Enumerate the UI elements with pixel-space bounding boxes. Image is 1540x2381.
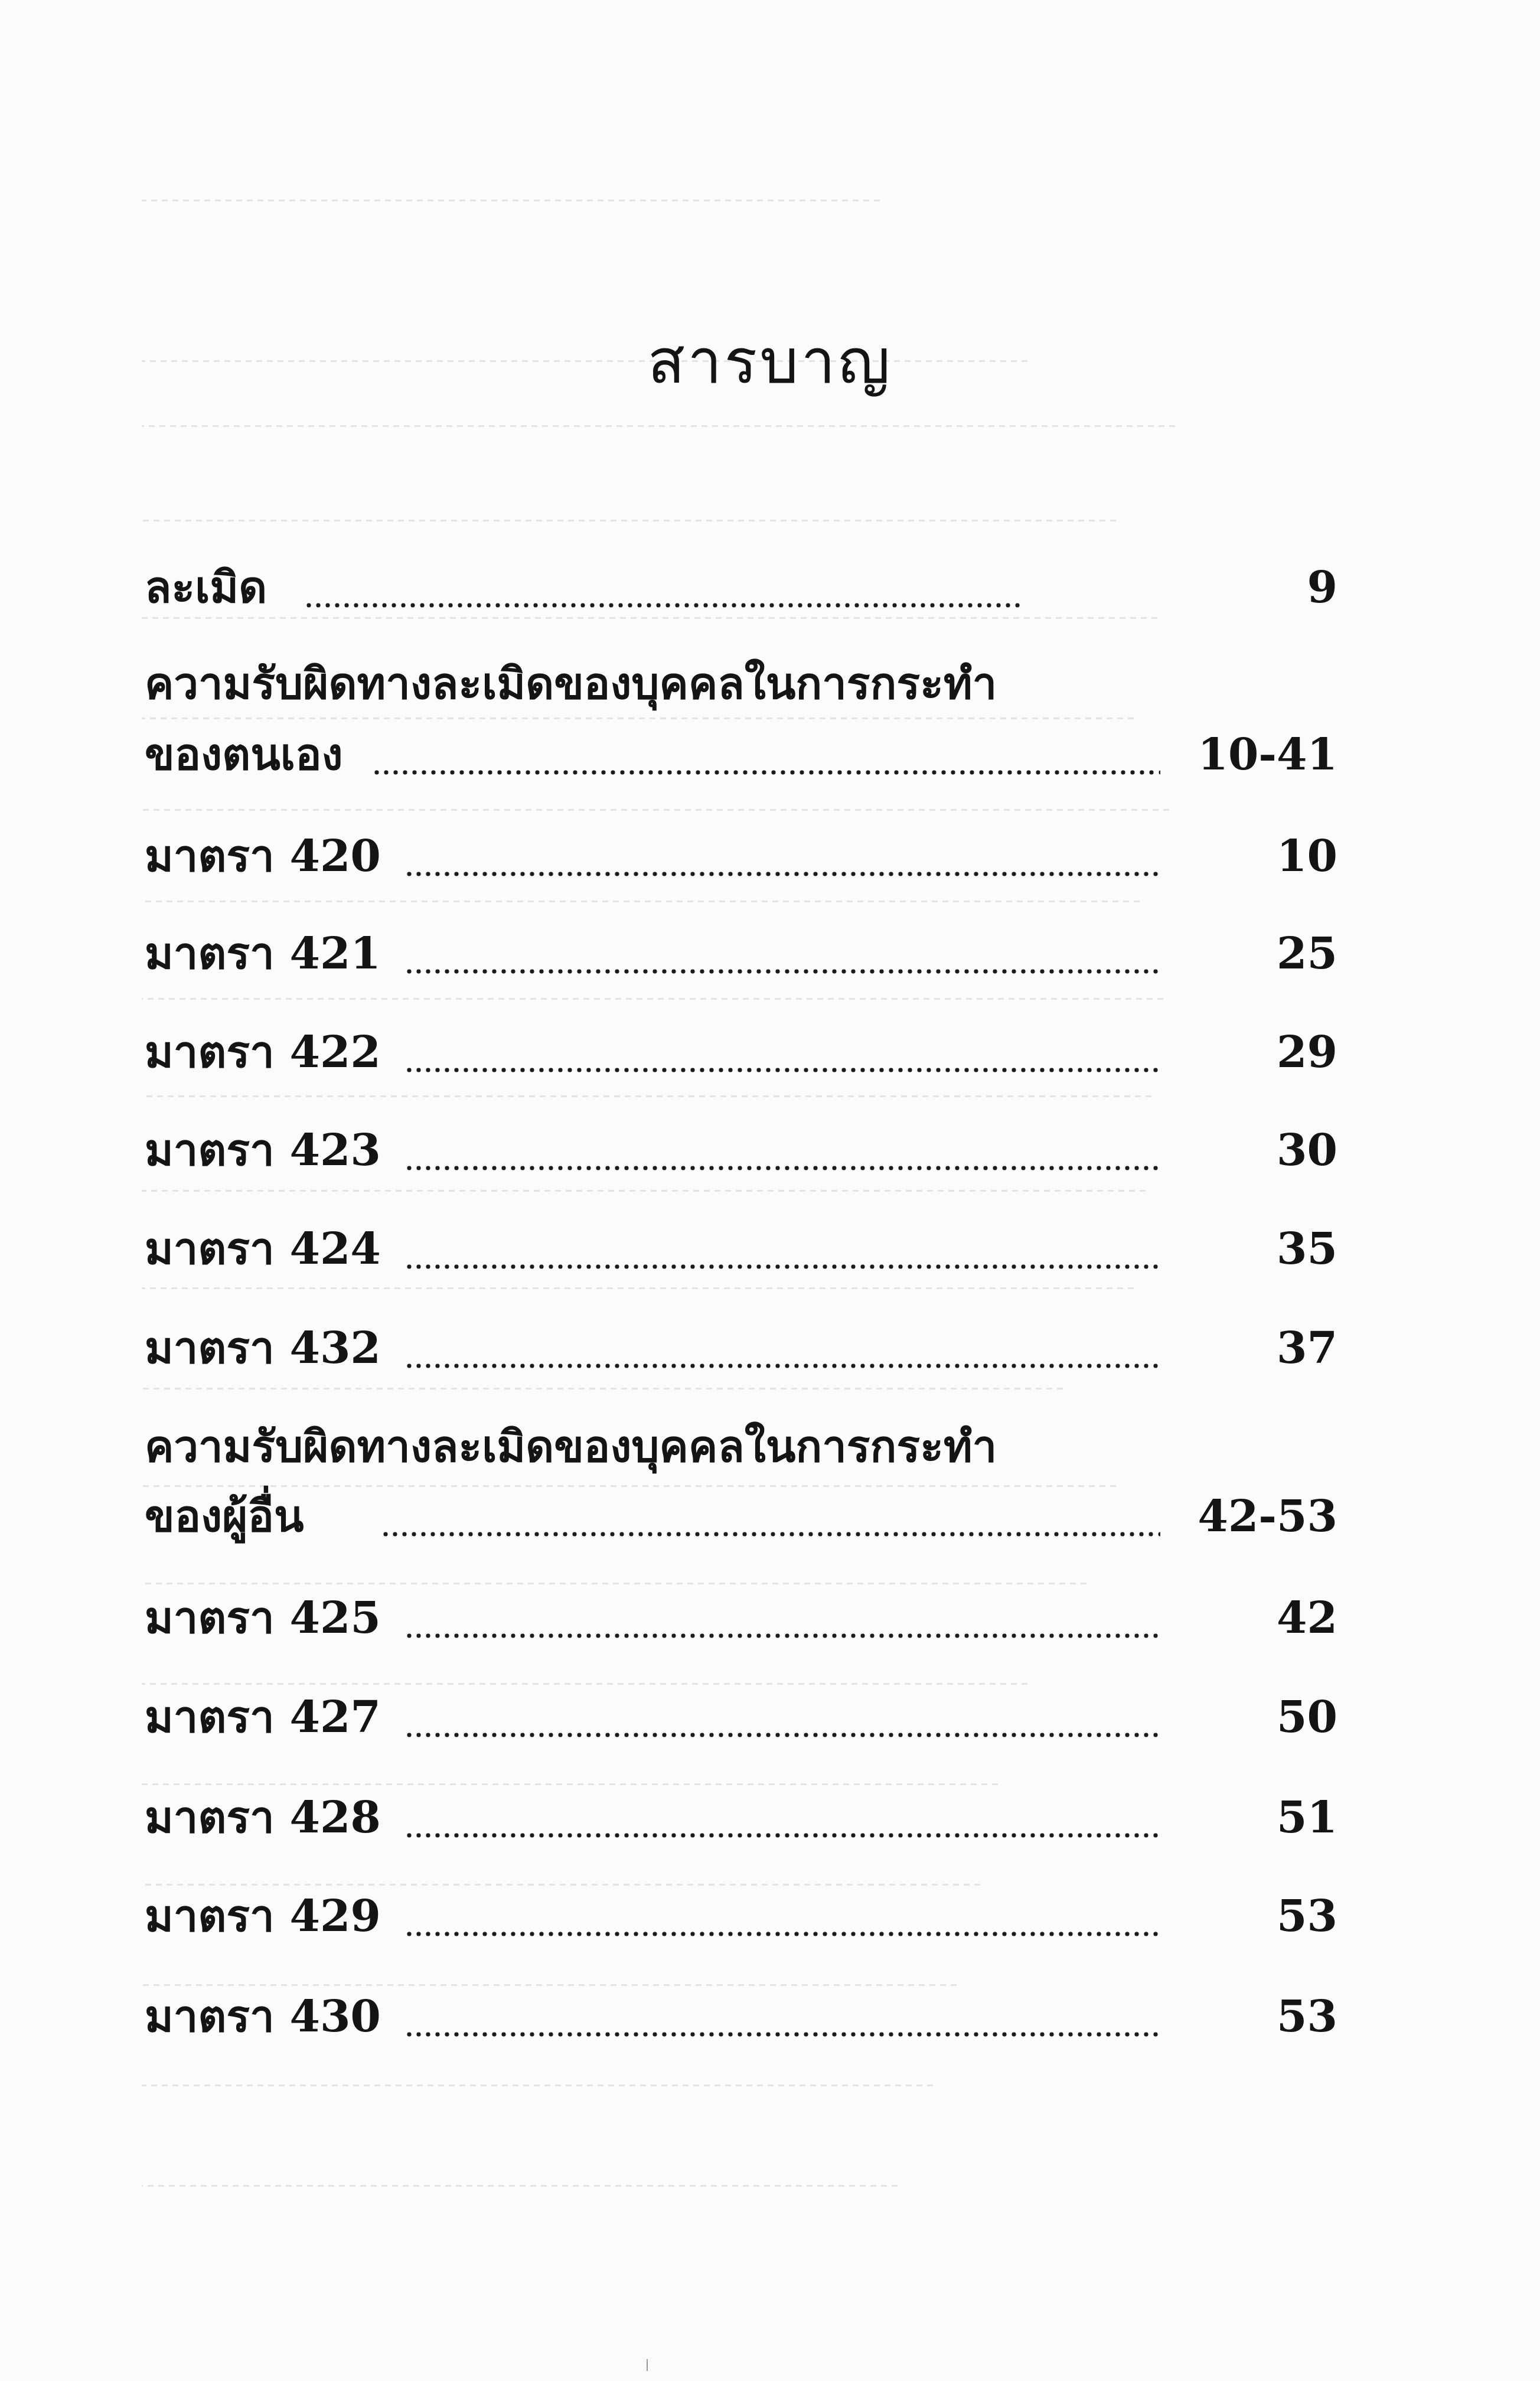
- dot-leader: [404, 1364, 1160, 1368]
- dot-leader: [404, 1166, 1160, 1170]
- page-edge-mark: [647, 2359, 652, 2371]
- toc-entry-page: 42-53: [1198, 1491, 1337, 1542]
- toc-entry-label: มาตรา 430: [145, 1991, 381, 2042]
- dot-leader: [304, 603, 1025, 608]
- toc-entry-label: มาตรา 432: [145, 1323, 381, 1374]
- dot-leader: [404, 1733, 1160, 1737]
- dot-leader: [404, 969, 1160, 974]
- toc-entry-page: 9: [1307, 562, 1337, 613]
- toc-entry-label: มาตรา 421: [145, 928, 381, 979]
- toc-entry-label: มาตรา 429: [145, 1891, 381, 1942]
- toc-heading: [145, 660, 1337, 713]
- toc-entry-label: มาตรา 427: [145, 1692, 381, 1743]
- toc-entry-page: 35: [1277, 1224, 1337, 1274]
- toc-entry-label: มาตรา 422: [145, 1027, 381, 1078]
- dot-leader: [372, 770, 1160, 775]
- toc-entry-label: ของตนเอง: [145, 729, 343, 780]
- dot-leader: [404, 872, 1160, 876]
- toc-entry-label: มาตรา 420: [145, 831, 381, 882]
- dot-leader: [404, 2032, 1160, 2037]
- dot-leader: [381, 1532, 1160, 1537]
- toc-entry-page: 10-41: [1198, 729, 1337, 780]
- dot-leader: [404, 1633, 1160, 1638]
- toc-entry-label: มาตรา 423: [145, 1125, 381, 1176]
- toc-entry-page: 53: [1277, 1891, 1337, 1942]
- toc-entry-page: 29: [1277, 1027, 1337, 1078]
- toc-entry-page: 53: [1277, 1991, 1337, 2042]
- toc-entry-page: 25: [1277, 928, 1337, 979]
- toc-entry-label: มาตรา 428: [145, 1792, 381, 1843]
- toc-entry-label: ของผู้อื่น: [145, 1491, 304, 1542]
- toc-entry-label: มาตรา 425: [145, 1593, 381, 1643]
- toc-entry-page: 51: [1277, 1792, 1337, 1843]
- toc-entry-page: 37: [1277, 1323, 1337, 1374]
- toc-entry-page: 42: [1277, 1593, 1337, 1643]
- toc-entry-label: มาตรา 424: [145, 1224, 381, 1274]
- toc-entry-page: 30: [1277, 1125, 1337, 1176]
- toc-entry-page: 10: [1277, 831, 1337, 882]
- toc-entry-page: 50: [1277, 1692, 1337, 1743]
- toc-heading: [145, 1423, 1337, 1476]
- toc-heading-label: ความรับผิดทางละเมิดของบุคคลในการกระทำ: [145, 658, 997, 709]
- toc-heading-label: ความรับผิดทางละเมิดของบุคคลในการกระทำ: [145, 1421, 997, 1472]
- toc-title: สารบาญ: [647, 325, 893, 397]
- dot-leader: [404, 1932, 1160, 1936]
- dot-leader: [404, 1833, 1160, 1838]
- dot-leader: [404, 1068, 1160, 1072]
- toc-entry-label: ละเมิด: [145, 562, 267, 613]
- dot-leader: [404, 1264, 1160, 1269]
